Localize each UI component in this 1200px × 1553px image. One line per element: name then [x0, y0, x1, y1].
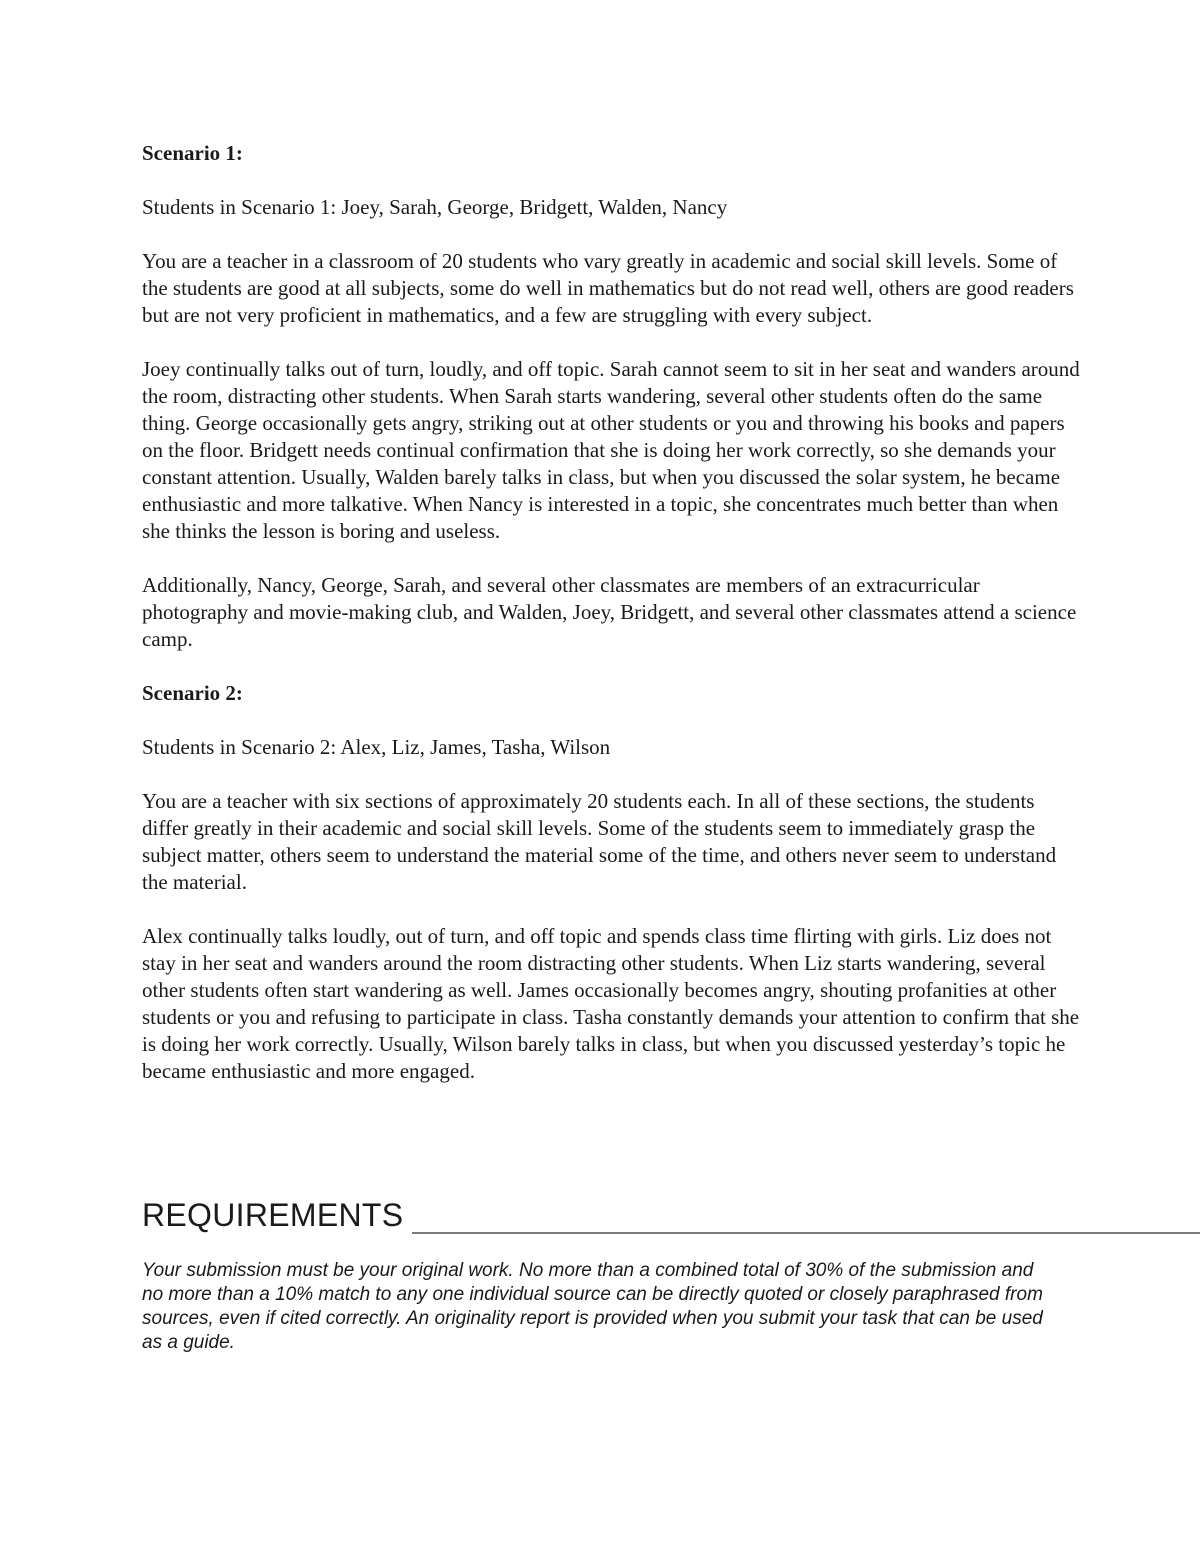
- scenario-2-heading: Scenario 2:: [142, 681, 243, 705]
- requirements-title: REQUIREMENTS: [142, 1197, 404, 1233]
- requirements-text: Your submission must be your original work. No more than a combined total of 30% of the submission and no more than a 10% match to any one individual source can be directly quoted or closely paraphrased from sources, even if cited correctly. An originality report is provided when you submit your task that can be used as a guide.: [142, 1260, 1043, 1353]
- requirements-divider: [412, 1232, 1200, 1234]
- scenario-2-paragraph-2: Alex continually talks loudly, out of turn, and off topic and spends class time flirting with girls. Liz does not stay in her seat and wanders around the room distracting other students. When Liz starts wandering, several other students often start wandering as well. James occasionally becomes angry, shouting profanities at other students or you and refusing to participate in class. Tasha constantly demands your attention to confirm that she is doing her work correctly. Usually, Wilson barely talks in class, but when you discussed yesterday’s topic he became enthusiastic and more engaged.: [142, 924, 1080, 1083]
- scenario-1-paragraph-2: Joey continually talks out of turn, loudly, and off topic. Sarah cannot seem to sit in her seat and wanders around the room, distracting other students. When Sarah starts wandering, several other students often do the same thing. George occasionally gets angry, striking out at other students or you and throwing his books and papers on the floor. Bridgett needs continual confirmation that she is doing her work correctly, so she demands your constant attention. Usually, Walden barely talks in class, but when you discussed the solar system, he became enthusiastic and more talkative. When Nancy is interested in a topic, she concentrates much better than when she thinks the lesson is boring and useless.: [142, 357, 1080, 543]
- scenario-1-students: Students in Scenario 1: Joey, Sarah, George, Bridgett, Walden, Nancy: [142, 195, 728, 219]
- document-body: [142, 140, 1082, 1112]
- scenario-1-heading: Scenario 1:: [142, 141, 243, 165]
- scenario-1-paragraph-3: Additionally, Nancy, George, Sarah, and several other classmates are members of an extracurricular photography and movie-making club, and Walden, Joey, Bridgett, and several other classmates attend a science camp.: [142, 573, 1077, 651]
- requirements-section: [142, 1195, 1200, 1355]
- scenario-2-students: Students in Scenario 2: Alex, Liz, James, Tasha, Wilson: [142, 735, 611, 759]
- scenario-1-paragraph-1: You are a teacher in a classroom of 20 students who vary greatly in academic and social skill levels. Some of the students are good at all subjects, some do well in mathematics but do not read well, others are good readers but are not very proficient in mathematics, and a few are struggling with every subject.: [142, 249, 1074, 327]
- scenario-2-paragraph-1: You are a teacher with six sections of approximately 20 students each. In all of these sections, the students differ greatly in their academic and social skill levels. Some of the students seem to immediately grasp the subject matter, others seem to understand the material some of the time, and others never seem to understand the material.: [142, 789, 1057, 894]
- requirements-heading: [142, 1195, 1200, 1235]
